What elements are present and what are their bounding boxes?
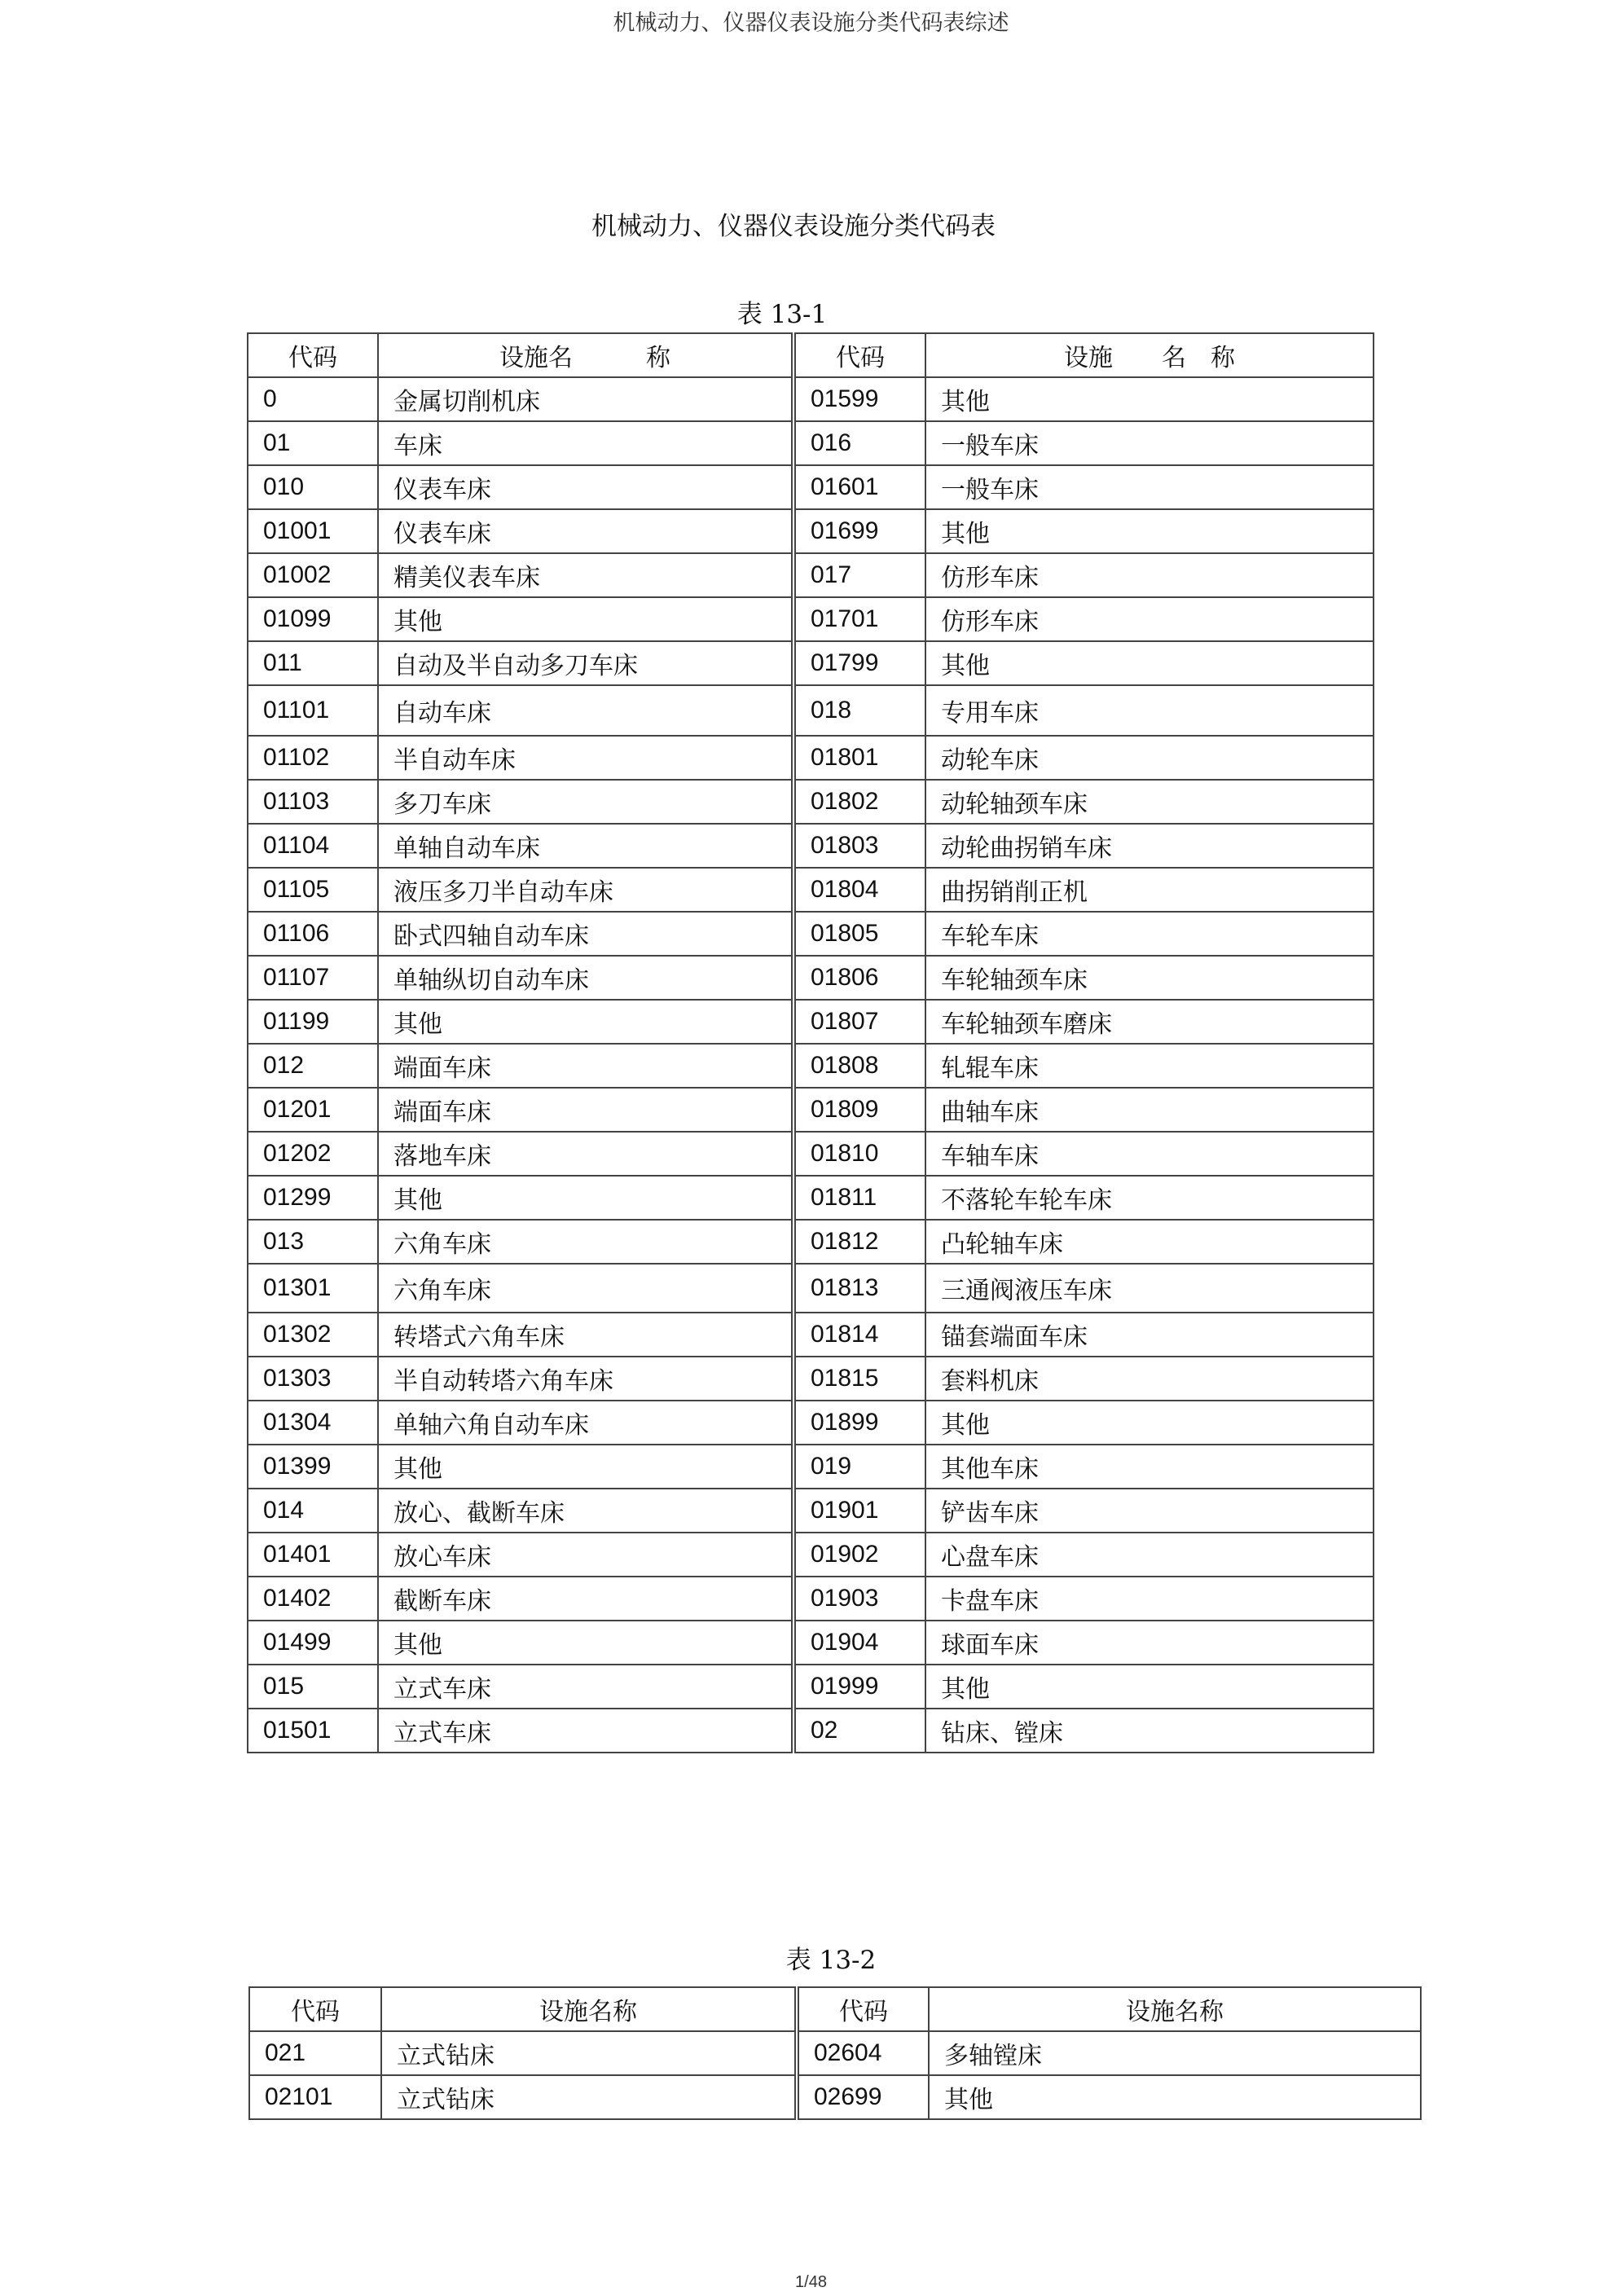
- facility-name-cell: 其他: [378, 597, 793, 641]
- table-row: [248, 1220, 1374, 1264]
- facility-name-cell: 多刀车床: [378, 780, 793, 824]
- facility-name-cell: 三通阀液压车床: [925, 1264, 1374, 1313]
- table-row: [248, 1445, 1374, 1489]
- facility-name-cell: 曲轴车床: [925, 1088, 1374, 1132]
- facility-name-cell: 液压多刀半自动车床: [378, 868, 793, 912]
- code-cell: 01: [248, 421, 378, 465]
- table-13-1-caption: 表 13-1: [736, 300, 828, 329]
- table-header-row: [248, 333, 1374, 377]
- facility-name-cell: 其他: [925, 641, 1374, 685]
- facility-name-cell: 曲拐销削正机: [925, 868, 1374, 912]
- table-row: [248, 1621, 1374, 1665]
- code-cell: 01106: [248, 912, 378, 956]
- code-cell: 01201: [248, 1088, 378, 1132]
- facility-name-cell: 金属切削机床: [378, 377, 793, 421]
- table-row: [248, 1357, 1374, 1401]
- code-cell: 018: [793, 685, 925, 736]
- column-header-name: 设施名称: [929, 1987, 1421, 2031]
- code-cell: 01499: [248, 1621, 378, 1665]
- facility-name-cell: 立式车床: [378, 1709, 793, 1753]
- code-cell: 01903: [793, 1577, 925, 1621]
- code-cell: 01299: [248, 1176, 378, 1220]
- table-13-2-body: [249, 2031, 1421, 2119]
- facility-name-cell: 其他: [378, 1445, 793, 1489]
- table-13-1: [247, 332, 1374, 1753]
- code-cell: 01599: [793, 377, 925, 421]
- code-cell: 011: [248, 641, 378, 685]
- facility-name-cell: 凸轮轴车床: [925, 1220, 1374, 1264]
- facility-name-cell: 六角车床: [378, 1220, 793, 1264]
- table-row: [248, 868, 1374, 912]
- table-row: [248, 641, 1374, 685]
- facility-name-cell: 落地车床: [378, 1132, 793, 1176]
- table-row: [248, 1044, 1374, 1088]
- facility-name-cell: 六角车床: [378, 1264, 793, 1313]
- facility-name-cell: 其他: [925, 509, 1374, 553]
- table-row: [248, 780, 1374, 824]
- facility-name-cell: 钻床、镗床: [925, 1709, 1374, 1753]
- facility-name-cell: 卧式四轴自动车床: [378, 912, 793, 956]
- facility-name-cell: 车轮轴颈车磨床: [925, 1000, 1374, 1044]
- code-cell: 01814: [793, 1313, 925, 1357]
- facility-name-cell: 其他: [929, 2075, 1421, 2119]
- table-13-1-body: [248, 377, 1374, 1753]
- facility-name-cell: 动轮曲拐销车床: [925, 824, 1374, 868]
- code-cell: 01807: [793, 1000, 925, 1044]
- code-cell: 01304: [248, 1401, 378, 1445]
- facility-name-cell: 单轴纵切自动车床: [378, 956, 793, 1000]
- facility-name-cell: 放心车床: [378, 1533, 793, 1577]
- code-cell: 012: [248, 1044, 378, 1088]
- facility-name-cell: 单轴六角自动车床: [378, 1401, 793, 1445]
- table-row: [248, 1401, 1374, 1445]
- facility-name-cell: 端面车床: [378, 1088, 793, 1132]
- table-row: [248, 1489, 1374, 1533]
- table-row: [248, 509, 1374, 553]
- facility-name-cell: 锚套端面车床: [925, 1313, 1374, 1357]
- table-row: [248, 956, 1374, 1000]
- table-row: [248, 824, 1374, 868]
- code-cell: 01301: [248, 1264, 378, 1313]
- facility-name-cell: 仪表车床: [378, 509, 793, 553]
- table-13-2: [248, 1986, 1422, 2120]
- facility-name-cell: 半自动转塔六角车床: [378, 1357, 793, 1401]
- facility-name-cell: 其他: [378, 1621, 793, 1665]
- facility-name-cell: 其他: [925, 377, 1374, 421]
- code-cell: 01799: [793, 641, 925, 685]
- facility-name-cell: 单轴自动车床: [378, 824, 793, 868]
- code-cell: 01002: [248, 553, 378, 597]
- facility-name-cell: 其他车床: [925, 1445, 1374, 1489]
- code-cell: 01899: [793, 1401, 925, 1445]
- code-cell: 010: [248, 465, 378, 509]
- facility-name-cell: 一般车床: [925, 421, 1374, 465]
- facility-name-cell: 套料机床: [925, 1357, 1374, 1401]
- code-cell: 01399: [248, 1445, 378, 1489]
- facility-name-cell: 一般车床: [925, 465, 1374, 509]
- column-header-name: 设施 名 称: [925, 333, 1374, 377]
- table-row: [248, 377, 1374, 421]
- document-title: 机械动力、仪器仪表设施分类代码表: [591, 212, 996, 241]
- facility-name-cell: 球面车床: [925, 1621, 1374, 1665]
- facility-name-cell: 截断车床: [378, 1577, 793, 1621]
- code-cell: 015: [248, 1665, 378, 1709]
- table-13-2-caption: 表 13-2: [785, 1946, 877, 1975]
- facility-name-cell: 铲齿车床: [925, 1489, 1374, 1533]
- column-header-code: 代码: [793, 333, 925, 377]
- code-cell: 01501: [248, 1709, 378, 1753]
- facility-name-cell: 其他: [925, 1401, 1374, 1445]
- code-cell: 02699: [797, 2075, 929, 2119]
- code-cell: 01809: [793, 1088, 925, 1132]
- table-row: [248, 597, 1374, 641]
- table-row: [249, 2031, 1421, 2075]
- code-cell: 01302: [248, 1313, 378, 1357]
- code-cell: 01803: [793, 824, 925, 868]
- code-cell: 01808: [793, 1044, 925, 1088]
- column-header-code: 代码: [797, 1987, 929, 2031]
- facility-name-cell: 车轴车床: [925, 1132, 1374, 1176]
- table-row: [248, 1176, 1374, 1220]
- column-header-code: 代码: [249, 1987, 381, 2031]
- code-cell: 01104: [248, 824, 378, 868]
- table-row: [248, 1577, 1374, 1621]
- code-cell: 01806: [793, 956, 925, 1000]
- facility-name-cell: 立式钻床: [381, 2031, 797, 2075]
- facility-name-cell: 专用车床: [925, 685, 1374, 736]
- table-row: [248, 465, 1374, 509]
- facility-name-cell: 其他: [378, 1176, 793, 1220]
- code-cell: 01802: [793, 780, 925, 824]
- code-cell: 013: [248, 1220, 378, 1264]
- facility-name-cell: 端面车床: [378, 1044, 793, 1088]
- facility-name-cell: 仪表车床: [378, 465, 793, 509]
- code-cell: 01904: [793, 1621, 925, 1665]
- column-header-name: 设施名 称: [378, 333, 793, 377]
- code-cell: 01402: [248, 1577, 378, 1621]
- table-row: [248, 685, 1374, 736]
- table-row: [248, 421, 1374, 465]
- code-cell: 01810: [793, 1132, 925, 1176]
- facility-name-cell: 仿形车床: [925, 597, 1374, 641]
- facility-name-cell: 仿形车床: [925, 553, 1374, 597]
- code-cell: 01902: [793, 1533, 925, 1577]
- code-cell: 021: [249, 2031, 381, 2075]
- code-cell: 01103: [248, 780, 378, 824]
- table-row: [248, 1709, 1374, 1753]
- table-row: [248, 1533, 1374, 1577]
- code-cell: 01107: [248, 956, 378, 1000]
- code-cell: 01102: [248, 736, 378, 780]
- page-header-title: 机械动力、仪器仪表设施分类代码表综述: [613, 11, 1009, 36]
- code-cell: 0: [248, 377, 378, 421]
- code-cell: 02101: [249, 2075, 381, 2119]
- table-row: [248, 1000, 1374, 1044]
- code-cell: 016: [793, 421, 925, 465]
- code-cell: 01105: [248, 868, 378, 912]
- table-row: [248, 1313, 1374, 1357]
- table-row: [248, 1264, 1374, 1313]
- facility-name-cell: 动轮轴颈车床: [925, 780, 1374, 824]
- code-cell: 01601: [793, 465, 925, 509]
- code-cell: 01801: [793, 736, 925, 780]
- code-cell: 01202: [248, 1132, 378, 1176]
- code-cell: 01401: [248, 1533, 378, 1577]
- code-cell: 01199: [248, 1000, 378, 1044]
- table-row: [248, 553, 1374, 597]
- code-cell: 02: [793, 1709, 925, 1753]
- facility-name-cell: 心盘车床: [925, 1533, 1374, 1577]
- table-row: [248, 1088, 1374, 1132]
- facility-name-cell: 多轴镗床: [929, 2031, 1421, 2075]
- code-cell: 014: [248, 1489, 378, 1533]
- facility-name-cell: 其他: [378, 1000, 793, 1044]
- code-cell: 01811: [793, 1176, 925, 1220]
- code-cell: 01303: [248, 1357, 378, 1401]
- facility-name-cell: 轧辊车床: [925, 1044, 1374, 1088]
- facility-name-cell: 卡盘车床: [925, 1577, 1374, 1621]
- code-cell: 019: [793, 1445, 925, 1489]
- facility-name-cell: 其他: [925, 1665, 1374, 1709]
- code-cell: 01815: [793, 1357, 925, 1401]
- page-number: 1/48: [795, 2273, 827, 2291]
- table-row: [248, 1665, 1374, 1709]
- facility-name-cell: 立式车床: [378, 1665, 793, 1709]
- facility-name-cell: 车轮车床: [925, 912, 1374, 956]
- code-cell: 01001: [248, 509, 378, 553]
- facility-name-cell: 车床: [378, 421, 793, 465]
- code-cell: 01813: [793, 1264, 925, 1313]
- facility-name-cell: 立式钻床: [381, 2075, 797, 2119]
- table-row: [248, 1132, 1374, 1176]
- table-header-row: [249, 1987, 1421, 2031]
- code-cell: 01812: [793, 1220, 925, 1264]
- table-row: [249, 2075, 1421, 2119]
- table-row: [248, 912, 1374, 956]
- code-cell: 01804: [793, 868, 925, 912]
- facility-name-cell: 转塔式六角车床: [378, 1313, 793, 1357]
- code-cell: 017: [793, 553, 925, 597]
- code-cell: 01901: [793, 1489, 925, 1533]
- code-cell: 01701: [793, 597, 925, 641]
- code-cell: 01101: [248, 685, 378, 736]
- code-cell: 01999: [793, 1665, 925, 1709]
- code-cell: 02604: [797, 2031, 929, 2075]
- facility-name-cell: 动轮车床: [925, 736, 1374, 780]
- facility-name-cell: 半自动车床: [378, 736, 793, 780]
- code-cell: 01099: [248, 597, 378, 641]
- facility-name-cell: 自动车床: [378, 685, 793, 736]
- facility-name-cell: 精美仪表车床: [378, 553, 793, 597]
- facility-name-cell: 放心、截断车床: [378, 1489, 793, 1533]
- code-cell: 01805: [793, 912, 925, 956]
- column-header-code: 代码: [248, 333, 378, 377]
- column-header-name: 设施名称: [381, 1987, 797, 2031]
- table-row: [248, 736, 1374, 780]
- facility-name-cell: 车轮轴颈车床: [925, 956, 1374, 1000]
- facility-name-cell: 不落轮车轮车床: [925, 1176, 1374, 1220]
- facility-name-cell: 自动及半自动多刀车床: [378, 641, 793, 685]
- code-cell: 01699: [793, 509, 925, 553]
